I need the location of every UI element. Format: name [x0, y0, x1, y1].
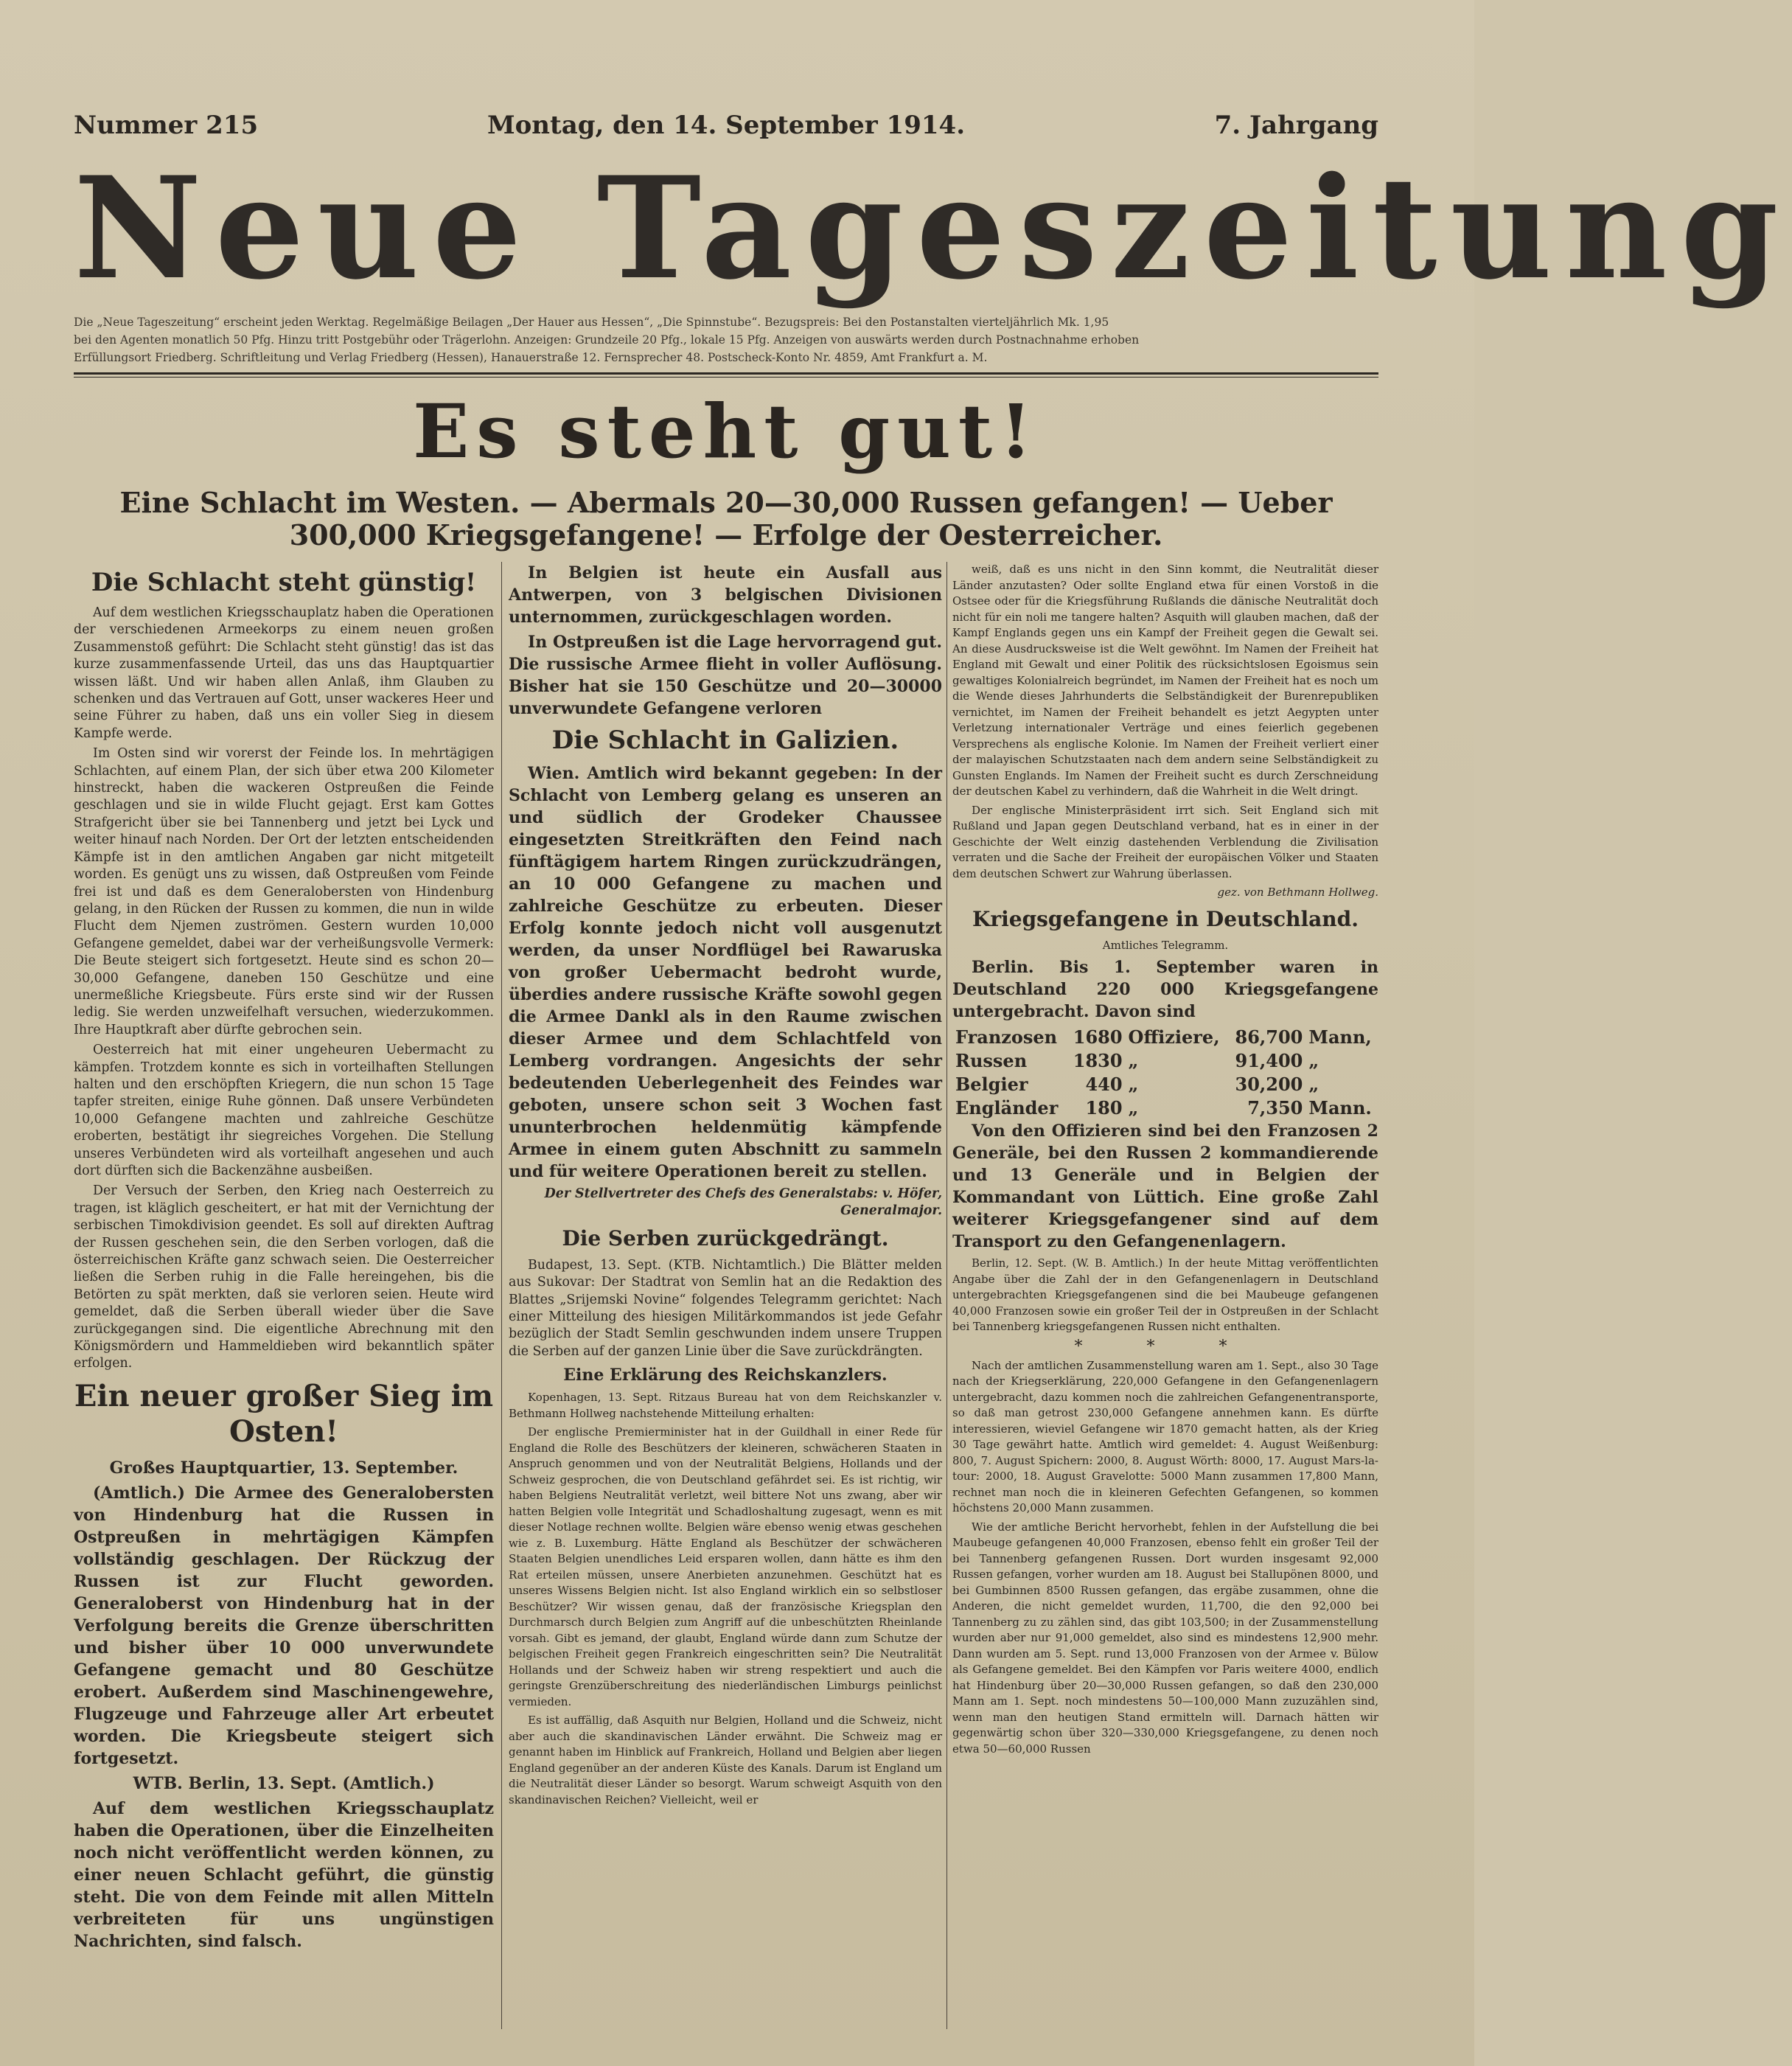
article-heading: Die Schlacht in Galizien.	[551, 726, 899, 755]
men-cell: 86,700	[1235, 1026, 1303, 1048]
article-paragraph: Auf dem westlichen Kriegsschauplatz haben die Operationen der verschiedenen Armeekorps zu einem neuen großen Zusammenstoß geführt: Die Schlacht steht günstig! das ist das kurze zusammenfassende Urteil, das uns das Hauptquartier wissen läßt. Und wir haben allen Anlaß, ihm Glauben zu schenken und das Vertrauen auf Gott, unser wackeres Heer und seine Führer zu haben, daß uns ein voller Sieg in diesem Kampfe werde.	[74, 605, 494, 741]
unit-cell: Mann,	[1308, 1026, 1372, 1048]
article-subheading: Amtliches Telegramm.	[1102, 938, 1229, 952]
article-paragraph: Wie der amtliche Bericht hervorhebt, fehlen in der Aufstellung die bei Maubeuge gefangenen 40,000 Franzosen, ebenso fehlt ein großer Teil der bei Tannenberg gefangenen Russen. Dort wurden insgesamt 92,000 Russen gefangen, vorher wurden am 18. August bei Stallupönen 8000, und bei Gumbinnen 8500 Russen gefangen, das ergäbe zusammen, ohne die Anderen, die nicht gemeldet wurden, 11,700, die den 92,000 bei Tannenberg zu zu zählen sind, das gibt 103,500; in der Zusammenstellung wurden aber nur 91,000 gemeldet, also sind es mindestens 12,900 mehr. Dann wurden am 5. Sept. rund 13,000 Franzosen von der Armee v. Bülow als Gefangene gemeldet. Bei den Kämpfen vor Paris weitere 4000, endlich hat Hindenburg über 20—30,000 Russen gefangen, so daß den 230,000 Mann am 1. Sept. noch mindestens 50—100,000 Mann zuzuzählen sind, wenn man den heutigen Stand ermitteln will. Darnach hätten wir gegenwärtig schon über 320—330,000 Kriegsgefangene, zu denen noch etwa 50—60,000 Russen	[952, 1520, 1378, 1756]
article-paragraph: In Belgien ist heute ein Ausfall aus Antwerpen, von 3 belgischen Divisionen unternommen, zurückgeschlagen worden.	[509, 563, 942, 627]
article-paragraph: Kopenhagen, 13. Sept. Ritzaus Bureau hat von dem Reichskanzler v. Bethmann Hollweg nachstehende Mitteilung erhalten:	[509, 1391, 942, 1420]
article-paragraph: Nach der amtlichen Zusammenstellung waren am 1. Sept., also 30 Tage nach der Kriegserklärung, 220,000 Gefangene in den Gefangenenlagern untergebracht, dazu kommen noch die zahlreichen Gefangenentransporte, so daß man getrost 230,000 Gefangene annehmen kann. Es dürfte interessieren, wieviel Gefangene wir 1870 gemacht hatten, als der Krieg 30 Tage gewährt hatte. Amtlich wird gemeldet: 4. August Weißenburg: 800, 7. August Spichern: 2000, 8. August Wörth: 8000, 17. August Mars-la-tour: 2000, 18. August Gravelotte: 5000 Mann zusammen 17,800 Mann, rechnet man noch die in kleineren Gefechten Gefangenen, so kommen höchstens 20,000 Mann zusammen.	[952, 1358, 1378, 1515]
men-cell: 7,350	[1247, 1097, 1303, 1119]
dateline: Großes Hauptquartier, 13. September.	[109, 1458, 459, 1478]
officers-cell: 1680	[1073, 1026, 1123, 1048]
article-heading: Eine Erklärung des Reichskanzlers.	[563, 1366, 888, 1385]
issue-number: Nummer 215	[74, 111, 259, 140]
table-row	[952, 1026, 1378, 1049]
imprint	[74, 313, 1378, 366]
header-divider	[74, 372, 1378, 378]
article-paragraph: Im Osten sind wir vorerst der Feinde los. In mehrtägigen Schlachten, auf einem Plan, der sich über etwa 200 Kilometer hinstreckt, haben die wackeren Ostpreußen die Feinde geschlagen und sie in wilde Flucht gejagt. Erst kam Gottes Strafgericht über sie bei Tannenberg und jetzt bei Lyck und weiter hinauf nach Norden. Der Ort der letzten entscheidenden Kämpfe ist in den amtlichen Angaben gar nicht mitgeteilt worden. Es genügt uns zu wissen, daß Ostpreußen vom Feinde frei ist und daß es dem Generalobersten von Hindenburg gelang, in den Rücken der Russen zu kommen, die nun in wilde Flucht dem Njemen zuströmen. Gestern wurden 10,000 Gefangene gemeldet, dabei war der verheißungsvolle Vermerk: Die Beute steigert sich fortgesetzt. Heute sind es schon 20—30,000 Gefangene, daneben 150 Geschütze und eine unermeßliche Kriegsbeute. Fürs erste sind wir der Russen ledig. Sie werden unzweifelhaft versuchen, wiederzukommen. Ihre Hauptkraft aber dürfte gebrochen sein.	[74, 746, 494, 1037]
issue-volume: 7. Jahrgang	[1214, 111, 1378, 140]
section-separator: * * *	[1074, 1337, 1257, 1356]
prisoner-table	[952, 1026, 1378, 1120]
officers-word-cell: „	[1128, 1074, 1139, 1095]
dateline: WTB. Berlin, 13. Sept. (Amtlich.)	[133, 1773, 435, 1793]
nation-cell: Engländer	[955, 1097, 1059, 1119]
article-paragraph: Der englische Ministerpräsident irrt sich. Seit England sich mit Rußland und Japan gegen Deutschland verband, hat es in einer in der Geschichte der Welt einzig dastehenden Verblendung die Zivilisation verraten und die Sache der Freiheit der europäischen Völker und Staaten dem deutschen Schwert zur Wahrung überlassen.	[952, 803, 1378, 880]
men-cell: 91,400	[1235, 1050, 1303, 1071]
article-heading: Ein neuer großer Sieg im Osten!	[74, 1378, 494, 1449]
article-paragraph: Oesterreich hat mit einer ungeheuren Uebermacht zu kämpfen. Trotzdem konnte es sich in vorteilhaften Stellungen halten und den erschöpften Kriegern, die nun schon 15 Tage tapfer streiten, einige Ruhe gönnen. Daß unsere Verbündeten 10,000 Gefangene machten und zahlreiche Geschütze eroberten, bestätigt ihr siegreiches Vorgehen. Die Stellung unseres Verbündeten wird als vorteilhaft angesehen und auch dort dürften sich die Backenzähne ausbeißen.	[74, 1043, 494, 1178]
article-paragraph: Budapest, 13. Sept. (KTB. Nichtamtlich.) Die Blätter melden aus Sukovar: Der Stadtrat von Semlin hat an die Redaktion des Blattes „Srijemski Novine“ folgendes Telegramm gerichtet: Nach einer Mitteilung des hiesigen Militärkommandos ist jede Gefahr bezüglich der Stadt Semlin geschwunden indem unsere Truppen die Serben auf der ganzen Linie über die Save zurückdrängten.	[509, 1257, 942, 1359]
article-paragraph: In Ostpreußen ist die Lage hervorragend gut. Die russische Armee flieht in voller Auflösung. Bisher hat sie 150 Geschütze und 20—30000 unverwundete Gefangene verloren	[509, 633, 942, 718]
article-paragraph: weiß, daß es uns nicht in den Sinn kommt, die Neutralität dieser Länder anzutasten? Oder sollte England etwa für einen Vorstoß in die Ostsee oder für die Kriegsführung Rußlands die dänische Neutralität doch nicht für ein noli me tangere halten? Asquith will glauben machen, daß der Kampf Englands gegen uns ein Kampf der Freiheit gegen die Gewalt sei. An diese Ausdrucksweise ist die Welt gewöhnt. Im Namen der Freiheit hat England mit Gewalt und einer Politik des rücksichtslosen Egoismus sein gewaltiges Kolonialreich begründet, im Namen der Freiheit hat es noch um die Wende dieses Jahrhunderts die Selbständigkeit der Burenrepubliken vernichtet, im Namen der Freiheit behandelt es jetzt Aegypten unter Verletzung internationaler Verträge und eines feierlich gegebenen Versprechens als englische Kolonie. Im Namen der Freiheit verliert einer der malayischen Schutzstaaten nach dem andern seine Selbständigkeit zu Gunsten Englands. Im Namen der Freiheit sucht es durch Zerschneidung der deutschen Kabel zu verhindern, daß die Wahrheit in die Welt dringt.	[952, 563, 1378, 798]
men-cell: 30,200	[1235, 1074, 1303, 1095]
column-1	[74, 562, 494, 2037]
imprint-line: Erfüllungsort Friedberg. Schriftleitung und Verlag Friedberg (Hessen), Hanauerstraße 12. Fernsprecher 48. Postscheck-Konto Nr. 4859, Amt Frankfurt a. M.	[74, 351, 988, 364]
masthead-topline	[74, 111, 1378, 147]
nation-cell: Russen	[955, 1050, 1028, 1071]
article-heading: Die Serben zurückgedrängt.	[562, 1225, 889, 1251]
column-3	[952, 562, 1378, 2037]
article-heading: Die Schlacht steht günstig!	[91, 568, 477, 597]
article-paragraph: (Amtlich.) Die Armee des Generalobersten von Hindenburg hat die Russen in Ostpreußen in mehrtägigen Kämpfen vollständig geschlagen. Der Rückzug der Russen ist zur Flucht geworden. Generaloberst von Hindenburg hat in der Verfolgung bereits die Grenze überschritten und bisher über 10 000 unverwundete Gefangene gemacht und 80 Geschütze erobert. Außerdem sind Maschinengewehre, Flugzeuge und Fahrzeuge aller Art erbeutet worden. Die Kriegsbeute steigert sich fortgesetzt.	[74, 1483, 494, 1768]
article-paragraph: Der englische Premierminister hat in der Guildhall in einer Rede für England die Rolle des Beschützers der kleineren, schwächeren Staaten in Anspruch genommen und von der Neutralität Belgiens, Hollands und der Schweiz gesprochen, die von Deutschland gefährdet sei. Es ist richtig, wir haben Belgiens Neutralität verletzt, weil bittere Not uns zwang, aber wir hatten Belgien volle Integrität und Schadloshaltung zugesagt, wenn es mit dieser Notlage rechnen wollte. Belgien wäre ebenso wenig etwas geschehen wie z. B. Luxemburg. Hätte England als Beschützer der schwächeren Staaten Belgien unendliches Leid ersparen wollen, dann hätte es ihm den Rat erteilen müssen, unsere Anerbieten anzunehmen. Geschützt hat es unseres Wissens Belgien nicht. Ist also England wirklich ein so selbstloser Beschützer? Wir wissen genau, daß der französische Kriegsplan den Durchmarsch durch Belgien zum Angriff auf die unbeschützten Rheinlande vorsah. Gibt es jemand, der glaubt, England würde dann zum Schutze der belgischen Freiheit gegen Frankreich eingeschritten sein? Die Neutralität Hollands und der Schweiz haben wir streng respektiert und auch die geringste Grenzüberschreitung des niederländischen Limburgs peinlichst vermieden.	[509, 1425, 942, 1708]
officers-cell: 1830	[1073, 1050, 1123, 1071]
article-paragraph: Der Versuch der Serben, den Krieg nach Oesterreich zu tragen, ist kläglich gescheitert, er hat mit der Vernichtung der serbischen Timokdivision geendet. Es soll auf direkten Auftrag der Russen geschehen sein, die den Serben vorlogen, daß die österreichischen Kräfte ganz schwach seien. Die Oesterreicher ließen die Serben ruhig in die Falle hereingehen, bis die Betörten zu spät merkten, daß sie verloren seien. Heute wird gemeldet, daß die Serben überall wieder über die Save zurückgegangen sind. Die eigentliche Abrechnung mit den Königsmördern und Hammeldieben wird bekanntlich später erfolgen.	[74, 1183, 494, 1371]
article-paragraph: Berlin. Bis 1. September waren in Deutschland 220 000 Kriegsgefangene untergebracht. Davon sind	[952, 958, 1378, 1021]
signature: Der Stellvertreter des Chefs des Generalstabs: v. Höfer, Generalmajor.	[544, 1186, 942, 1219]
unit-cell: Mann.	[1308, 1097, 1372, 1119]
article-heading: Kriegsgefangene in Deutschland.	[972, 906, 1359, 931]
article-paragraph: Berlin, 12. Sept. (W. B. Amtlich.) In der heute Mittag veröffentlichten Angabe über die Zahl der in den Gefangenenlagern in Deutschland untergebrachten Kriegsgefangenen sind die bei Maubeuge gefangenen 40,000 Franzosen sowie ein großer Teil der in Ostpreußen in der Schlacht bei Tannenberg kriegsgefangenen Russen nicht enthalten.	[952, 1256, 1378, 1333]
officers-word-cell: „	[1128, 1097, 1139, 1119]
nation-cell: Franzosen	[955, 1026, 1058, 1048]
article-paragraph: Es ist auffällig, daß Asquith nur Belgien, Holland und die Schweiz, nicht aber auch die skandinavischen Länder erwähnt. Die Schweiz mag er genannt haben im Hinblick auf Frankreich, Holland und Belgien aber liegen England gegenüber an der anderen Küste des Kanals. Darum ist England um die Neutralität dieser Länder so besorgt. Warum schweigt Asquith von den skandinavischen Reichen? Vielleicht, weil er	[509, 1714, 942, 1806]
officers-word-cell: Offiziere,	[1128, 1026, 1220, 1048]
officers-cell: 180	[1085, 1097, 1123, 1119]
masthead-title: Neue Tageszeitung	[74, 146, 1792, 310]
table-row	[952, 1073, 1378, 1096]
sub-headline: Eine Schlacht im Westen. — Abermals 20—30,000 Russen gefangen! — Ueber 300,000 Kriegsgefangene! — Erfolge der Oesterreicher.	[119, 486, 1333, 552]
column-divider	[501, 562, 502, 2029]
officers-cell: 440	[1085, 1074, 1123, 1095]
article-paragraph: Wien. Amtlich wird bekannt gegeben: In der Schlacht von Lemberg gelang es unseren an und südlich der Grodeker Chaussee eingesetzten Streitkräften den Feind nach fünftägigem hartem Ringen zurückzudrängen, an 10 000 Gefangene zu machen und zahlreiche Geschütze zu erbeuten. Dieser Erfolg konnte jedoch nicht voll ausgenutzt werden, da unser Nordflügel bei Rawaruska von großer Uebermacht bedroht wurde, überdies andere russische Kräfte sowohl gegen die Armee Dankl als in den Raume zwischen dieser Armee und dem Schlachtfeld von Lemberg vordrangen. Angesichts der sehr bedeutenden Ueberlegenheit des Feindes war geboten, unsere schon seit 3 Wochen fast ununterbrochen heldenmütig kämpfende Armee in einem guten Abschnitt zu sammeln und für weitere Operationen bereit zu stellen.	[509, 764, 942, 1181]
officers-word-cell: „	[1128, 1050, 1139, 1071]
column-divider	[946, 562, 947, 2029]
signature: gez. von Bethmann Hollweg.	[1217, 886, 1378, 899]
imprint-line: Die „Neue Tageszeitung“ erscheint jeden Werktag. Regelmäßige Beilagen „Der Hauer aus Hessen“, „Die Spinnstube“. Bezugspreis: Bei den Postanstalten vierteljährlich Mk. 1,95	[74, 316, 1109, 329]
column-2	[509, 562, 942, 2037]
table-row	[952, 1049, 1378, 1073]
table-row	[952, 1096, 1378, 1120]
imprint-line: bei den Agenten monatlich 50 Pfg. Hinzu tritt Postgebühr oder Trägerlohn. Anzeigen: Grundzeile 20 Pfg., lokale 15 Pfg. Anzeigen von auswärts werden durch Postnachnahme erhoben	[74, 333, 1140, 347]
nation-cell: Belgier	[955, 1074, 1028, 1095]
unit-cell: „	[1308, 1050, 1319, 1071]
unit-cell: „	[1308, 1074, 1319, 1095]
article-paragraph: Von den Offizieren sind bei den Franzosen 2 Generäle, bei den Russen 2 kommandierende und 13 Generäle und in Belgien der Kommandant von Lüttich. Eine große Zahl weiterer Kriegsgefangener sind auf dem Transport zu den Gefangenenlagern.	[952, 1121, 1378, 1251]
article-paragraph: Auf dem westlichen Kriegsschauplatz haben die Operationen, über die Einzelheiten noch nicht veröffentlicht werden können, zu einer neuen Schlacht geführt, die günstig steht. Die von dem Feinde mit allen Mitteln verbreiteten für uns ungünstigen Nachrichten, sind falsch.	[74, 1798, 494, 1951]
issue-date: Montag, den 14. September 1914.	[487, 111, 966, 140]
main-headline: Es steht gut!	[413, 388, 1039, 475]
